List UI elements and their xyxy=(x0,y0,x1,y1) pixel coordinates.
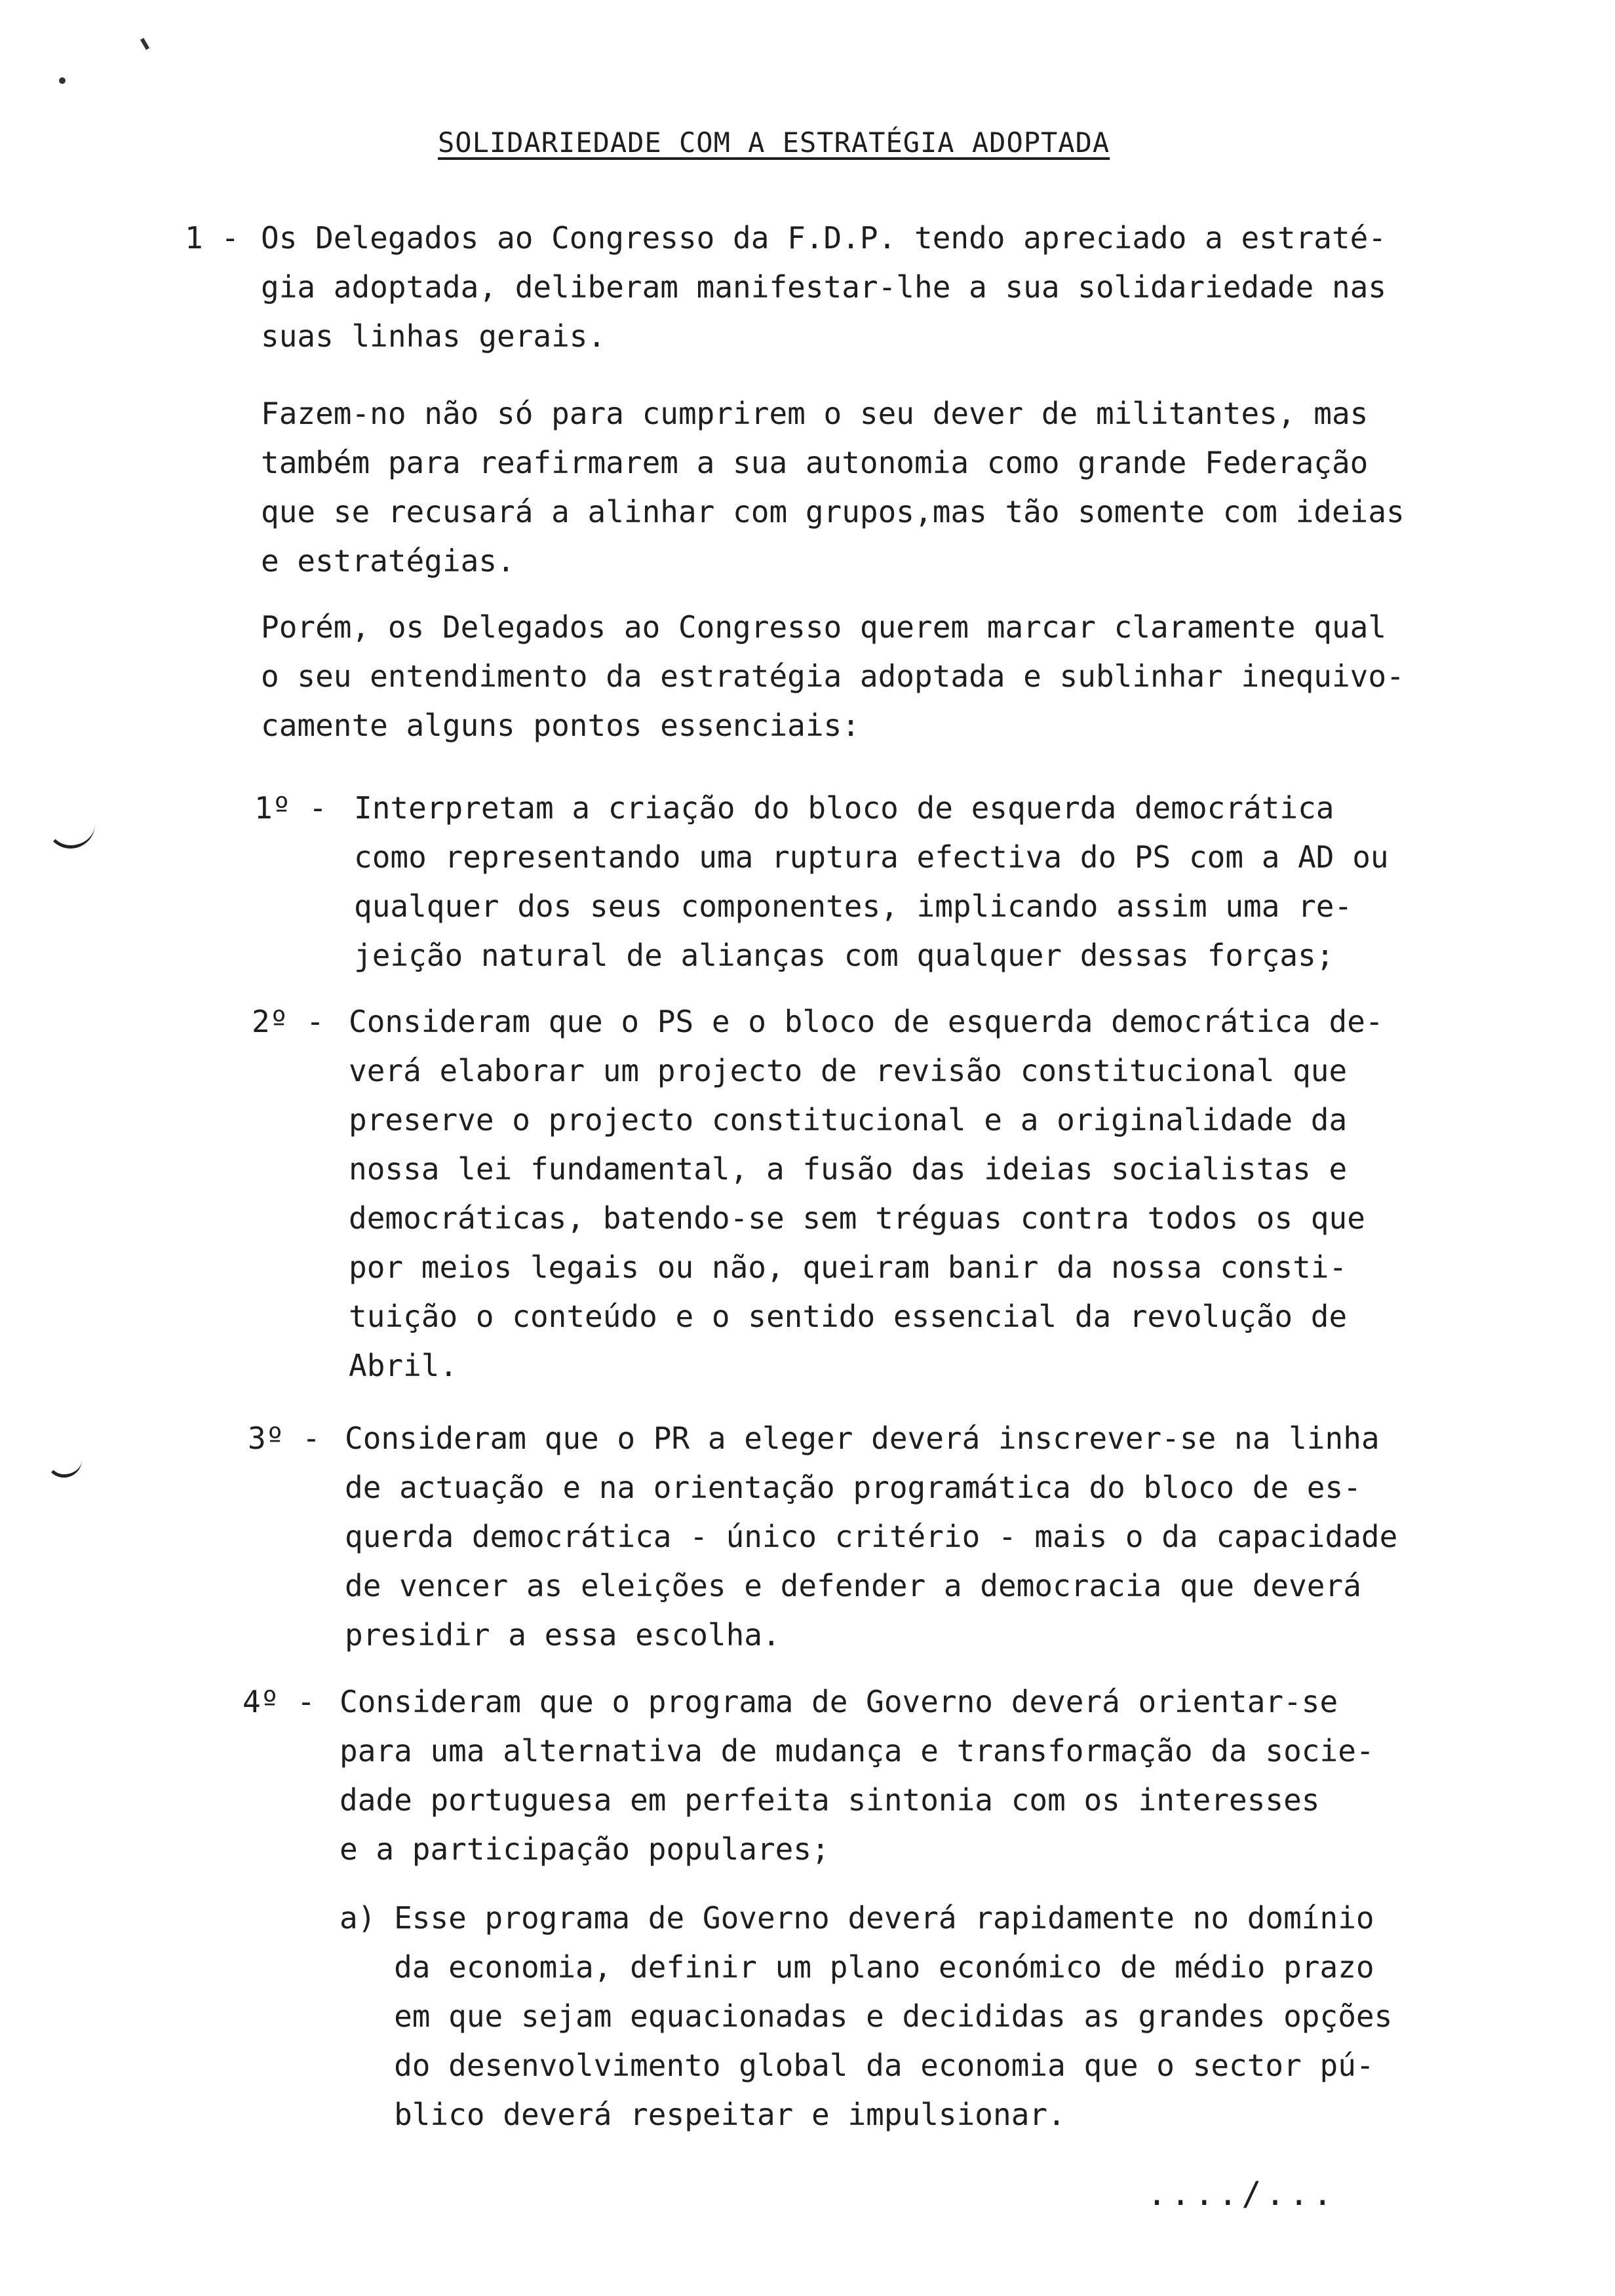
text-line: para uma alternativa de mudança e transformação da socie- xyxy=(340,1733,1374,1769)
text-line: nossa lei fundamental, a fusão das ideias socialistas e xyxy=(349,1151,1348,1187)
text-line: querda democrática - único critério - mais o da capacidade xyxy=(345,1519,1398,1554)
text-line: Fazem-no não só para cumprirem o seu dever de militantes, mas xyxy=(261,396,1369,431)
text-line: Consideram que o PR a eleger deverá inscrever-se na linha xyxy=(345,1421,1380,1456)
text-line: tuição o conteúdo e o sentido essencial da revolução de xyxy=(349,1299,1348,1334)
text-line: Interpretam a criação do bloco de esquerda democrática xyxy=(354,790,1334,826)
scan-mark xyxy=(46,1448,82,1478)
text-line: qualquer dos seus componentes, implicando assim uma re- xyxy=(354,889,1353,924)
text-line: democráticas, batendo-se sem tréguas contra todos os que xyxy=(349,1200,1365,1236)
section-number: 1 - xyxy=(185,220,240,256)
point-number: 4º - xyxy=(243,1684,315,1719)
text-line: que se recusará a alinhar com grupos,mas tão somente com ideias xyxy=(261,494,1405,529)
text-line: verá elaborar um projecto de revisão constitucional que xyxy=(349,1053,1348,1088)
text-line: Abril. xyxy=(349,1348,458,1383)
text-line: suas linhas gerais. xyxy=(261,318,606,354)
text-line: Consideram que o programa de Governo deverá orientar-se xyxy=(340,1684,1338,1719)
text-line: de vencer as eleições e defender a democracia que deverá xyxy=(345,1568,1361,1603)
text-line: preserve o projecto constitucional e a originalidade da xyxy=(349,1102,1348,1138)
text-line: por meios legais ou não, queiram banir da nossa consti- xyxy=(349,1250,1348,1285)
text-line: jeição natural de alianças com qualquer dessas forças; xyxy=(354,938,1334,973)
text-line: dade portuguesa em perfeita sintonia com os interesses xyxy=(340,1782,1320,1818)
text-line: também para reafirmarem a sua autonomia como grande Federação xyxy=(261,445,1369,480)
point-number: 2º - xyxy=(252,1004,324,1039)
text-line: o seu entendimento da estratégia adoptada e sublinhar inequivo- xyxy=(261,659,1405,694)
text-line: de actuação e na orientação programática do bloco de es- xyxy=(345,1470,1361,1505)
text-line: Porém, os Delegados ao Congresso querem marcar claramente qual xyxy=(261,609,1387,645)
text-line: camente alguns pontos essenciais: xyxy=(261,708,860,743)
scan-mark xyxy=(140,38,149,50)
text-line: em que sejam equacionadas e decididas as grandes opções xyxy=(340,1999,1393,2034)
text-line: e estratégias. xyxy=(261,543,515,579)
text-line: do desenvolvimento global da economia que o sector pú- xyxy=(340,2048,1374,2083)
scan-mark xyxy=(46,819,95,849)
scan-mark xyxy=(59,77,66,84)
text-line: Os Delegados ao Congresso da F.D.P. tendo apreciado a estraté- xyxy=(261,220,1387,256)
text-line: a) Esse programa de Governo deverá rapidamente no domínio xyxy=(340,1900,1374,1936)
point-number: 1º - xyxy=(254,790,327,826)
text-line: e a participação populares; xyxy=(340,1831,830,1867)
point-number: 3º - xyxy=(248,1421,321,1456)
continuation-marker: ..../... xyxy=(1147,2175,1336,2213)
text-line: da economia, definir um plano económico de médio prazo xyxy=(340,1949,1374,1985)
text-line: como representando uma ruptura efectiva do PS com a AD ou xyxy=(354,839,1389,875)
text-line: Consideram que o PS e o bloco de esquerda democrática de- xyxy=(349,1004,1384,1039)
document-title: SOLIDARIEDADE COM A ESTRATÉGIA ADOPTADA xyxy=(438,126,1110,159)
text-line: blico deverá respeitar e impulsionar. xyxy=(340,2097,1066,2132)
text-line: presidir a essa escolha. xyxy=(345,1617,781,1653)
text-line: gia adoptada, deliberam manifestar-lhe a sua solidariedade nas xyxy=(261,269,1387,305)
